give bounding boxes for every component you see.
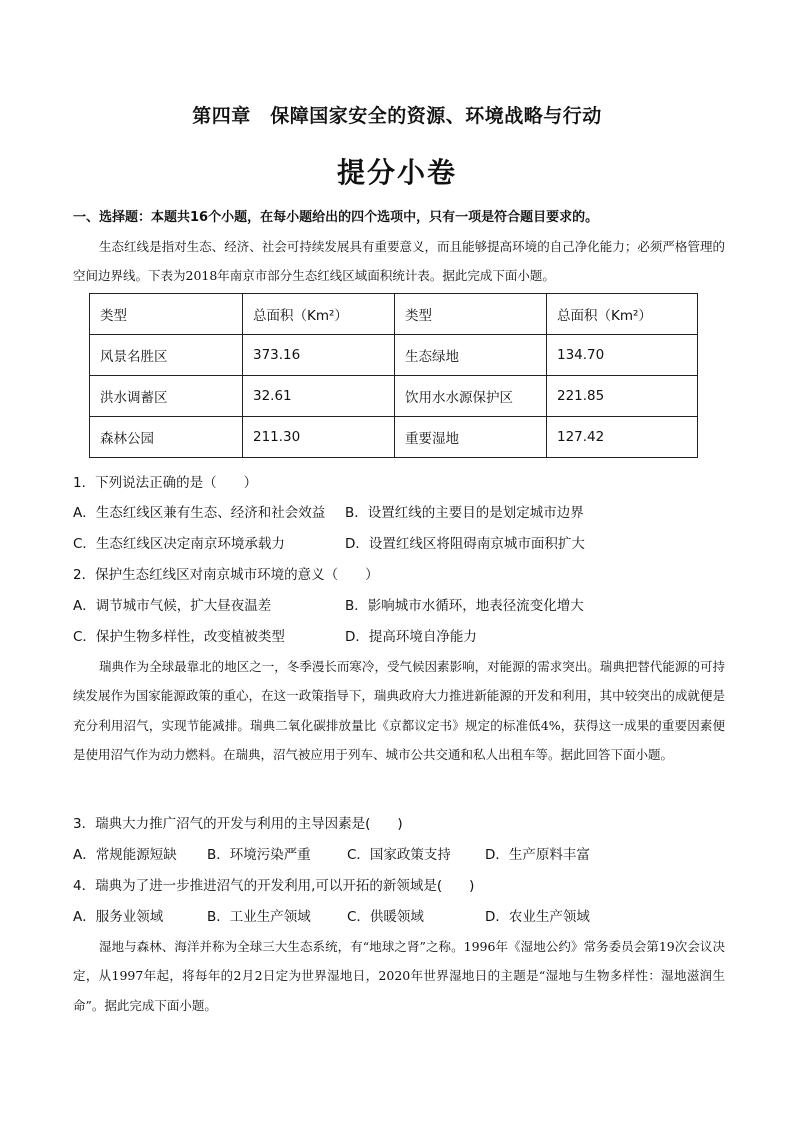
table-cell: 32.61 (243, 376, 395, 417)
table-cell: 134.70 (547, 335, 698, 376)
question-4-option-d[interactable]: D．农业生产领域 (485, 909, 590, 925)
passage-wetland: 湿地与森林、海洋并称为全球三大生态系统，有“地球之肾”之称。1996年《湿地公约》常务委员会第19次会议决定，从1997年起，将每年的2月2日定为世界湿地日，2020年世界湿地日的主题是“湿地与生物多样性：湿地滋润生命”。据此完成下面小题。 (73, 939, 725, 1013)
question-1-stem: 1．下列说法正确的是（ ） (73, 475, 258, 491)
table-cell: 127.42 (547, 417, 698, 458)
section-heading: 一、选择题：本题共16个小题，在每小题给出的四个选项中，只有一项是符合题目要求的。 (73, 210, 599, 225)
question-3-option-d[interactable]: D．生产原料丰富 (485, 847, 590, 863)
table-header-cell: 类型 (395, 294, 547, 335)
table-cell: 221.85 (547, 376, 698, 417)
question-1-option-a[interactable]: A．生态红线区兼有生态、经济和社会效益 (73, 505, 326, 521)
table-header-row (90, 294, 698, 335)
table-row (90, 335, 698, 376)
table-header-cell: 总面积（Km²） (243, 294, 395, 335)
table-cell: 生态绿地 (395, 335, 547, 376)
table-header-cell: 类型 (90, 294, 243, 335)
chapter-title: 第四章 保障国家安全的资源、环境战略与行动 (192, 105, 602, 127)
question-2-option-c[interactable]: C．保护生物多样性，改变植被类型 (73, 629, 285, 645)
question-3-option-a[interactable]: A．常规能源短缺 (73, 847, 177, 863)
table-cell: 211.30 (243, 417, 395, 458)
question-4-option-b[interactable]: B．工业生产领域 (207, 909, 311, 925)
question-1-option-d[interactable]: D．设置红线区将阻碍南京城市面积扩大 (345, 536, 585, 552)
question-4-option-a[interactable]: A．服务业领域 (73, 909, 164, 925)
redline-area-table (89, 293, 698, 458)
table-row (90, 376, 698, 417)
passage-sweden-biogas: 瑞典作为全球最靠北的地区之一，冬季漫长而寒冷，受气候因素影响，对能源的需求突出。瑞典把替代能源的可持续发展作为国家能源政策的重心，在这一政策指导下，瑞典政府大力推进新能源的开发和利用，其中较突出的成就便是充分利用沼气，实现节能减排。瑞典二氧化碳排放量比《京都议定书》规定的标准低4%，获得这一成果的重要因素便是使用沼气作为动力燃料。在瑞典，沼气被应用于列车、城市公共交通和私人出租车等。据此回答下面小题。 (73, 659, 725, 763)
table-cell: 风景名胜区 (90, 335, 243, 376)
passage-eco-redline: 生态红线是指对生态、经济、社会可持续发展具有重要意义，而且能够提高环境的自己净化能力；必须严格管理的空间边界线。下表为2018年南京市部分生态红线区域面积统计表。据此完成下面小题。 (73, 239, 725, 284)
quiz-subtitle: 提分小卷 (336, 156, 457, 189)
question-2-stem: 2．保护生态红线区对南京城市环境的意义（ ） (73, 567, 379, 583)
question-1-option-b[interactable]: B．设置红线的主要目的是划定城市边界 (345, 505, 584, 521)
question-3-stem: 3．瑞典大力推广沼气的开发与利用的主导因素是( ) (73, 816, 403, 832)
table-cell: 饮用水水源保护区 (395, 376, 547, 417)
question-1-option-c[interactable]: C．生态红线区决定南京环境承载力 (73, 536, 285, 552)
question-2-option-b[interactable]: B．影响城市水循环，地表径流变化增大 (345, 598, 584, 614)
table-cell: 洪水调蓄区 (90, 376, 243, 417)
table-row (90, 417, 698, 458)
table-cell: 重要湿地 (395, 417, 547, 458)
question-2-option-a[interactable]: A．调节城市气候，扩大昼夜温差 (73, 598, 272, 614)
table-header-cell: 总面积（Km²） (547, 294, 698, 335)
question-3-option-c[interactable]: C．国家政策支持 (347, 847, 451, 863)
table-cell: 森林公园 (90, 417, 243, 458)
question-2-option-d[interactable]: D．提高环境自净能力 (345, 629, 477, 645)
question-4-stem: 4．瑞典为了进一步推进沼气的开发利用,可以开拓的新领域是( ) (73, 878, 475, 894)
question-3-option-b[interactable]: B．环境污染严重 (207, 847, 311, 863)
table-cell: 373.16 (243, 335, 395, 376)
question-4-option-c[interactable]: C．供暖领域 (347, 909, 424, 925)
